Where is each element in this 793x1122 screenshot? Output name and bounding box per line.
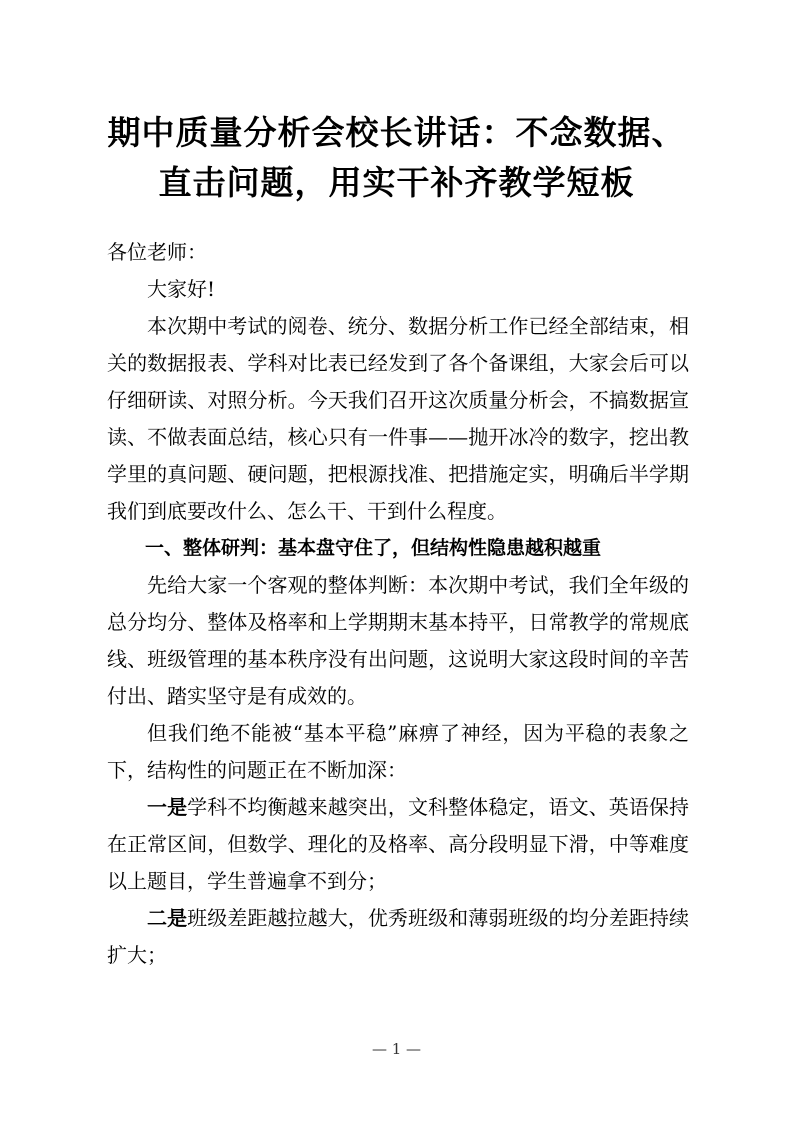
greeting: 大家好! bbox=[147, 277, 216, 301]
paragraph-overall-judgment: 先给大家一个客观的整体判断：本次期中考试，我们全年级的总分均分、整体及格率和上学期期末基本持平，日常教学的常规底线、班级管理的基本秩序没有出问题，这说明大家这段时间的辛苦付出、踏实坚守是有成效的。 bbox=[107, 573, 689, 708]
page-number: — 1 — bbox=[371, 1040, 422, 1058]
point-two-lead: 二是 bbox=[147, 906, 188, 930]
point-one bbox=[107, 789, 689, 900]
point-two bbox=[107, 900, 689, 974]
paragraph-structural-problems: 但我们绝不能被“基本平稳”麻痹了神经，因为平稳的表象之下，结构性的问题正在不断加深： bbox=[107, 721, 689, 782]
document-body bbox=[107, 234, 689, 974]
paragraph-intro: 本次期中考试的阅卷、统分、数据分析工作已经全部结束，相关的数据报表、学科对比表已经发到了各个备课组，大家会后可以仔细研读、对照分析。今天我们召开这次质量分析会，不搞数据宣读、不做表面总结，核心只有一件事——抛开冰冷的数字，挖出教学里的真问题、硬问题，把根源找准、把措施定实，明确后半学期我们到底要改什么、怎么干、干到什么程度。 bbox=[107, 314, 689, 523]
point-one-text: 学科不均衡越来越突出，文科整体稳定，语文、英语保持在正常区间，但数学、理化的及格率、高分段明显下滑，中等难度以上题目，学生普遍拿不到分； bbox=[107, 795, 690, 893]
point-two-text: 班级差距越拉越大，优秀班级和薄弱班级的均分差距持续扩大； bbox=[107, 906, 690, 967]
document-title: 期中质量分析会校长讲话：不念数据、直击问题，用实干补齐教学短板 bbox=[107, 113, 686, 202]
point-one-lead: 一是 bbox=[147, 795, 188, 819]
salutation: 各位老师： bbox=[107, 240, 207, 264]
section-heading: 一、整体研判：基本盘守住了，但结构性隐患越积越重 bbox=[145, 537, 602, 559]
